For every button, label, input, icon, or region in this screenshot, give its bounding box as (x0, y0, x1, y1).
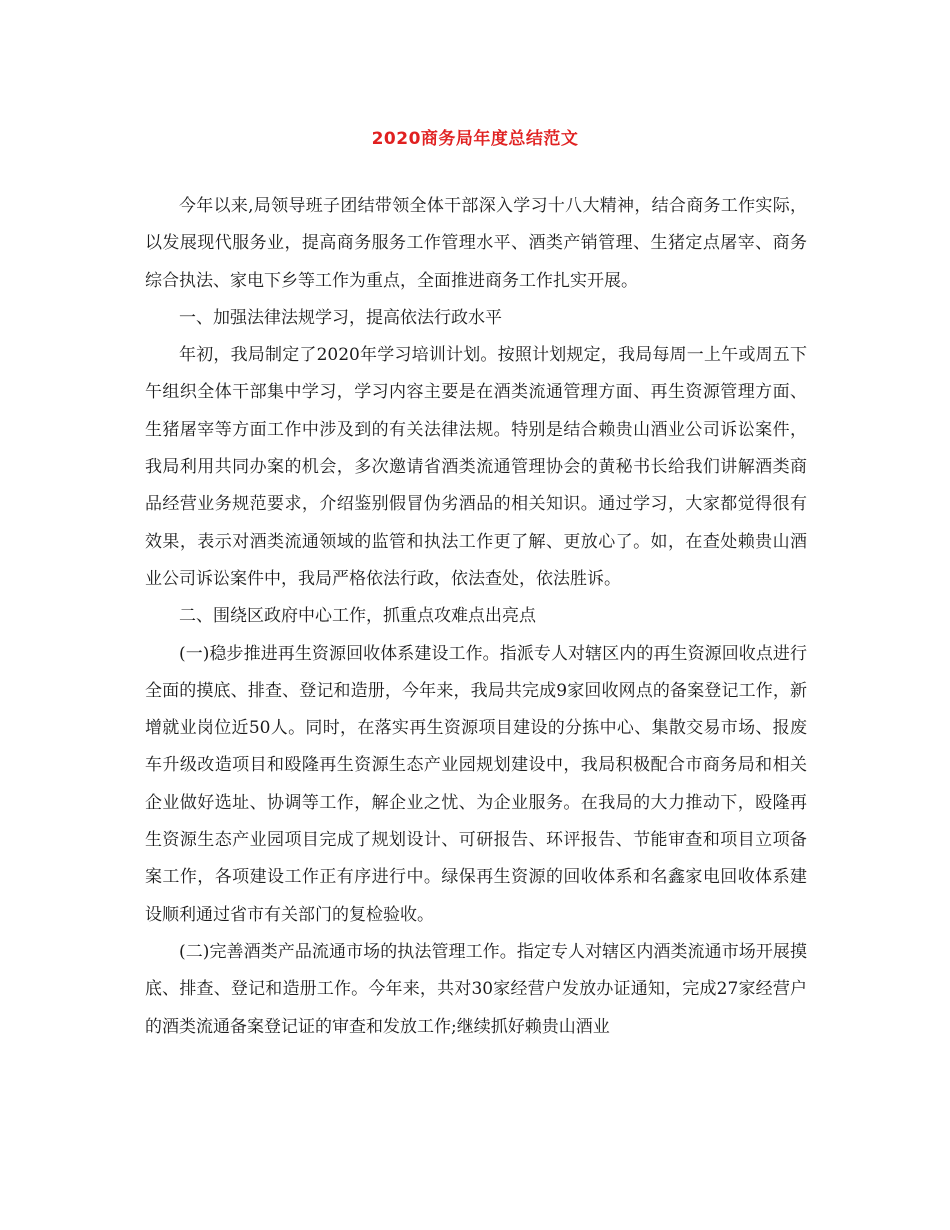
subsection-1-paragraph: (一)稳步推进再生资源回收体系建设工作。指派专人对辖区内的再生资源回收点进行全面的摸底、排查、登记和造册，今年来，我局共完成9家回收网点的备案登记工作，新增就业岗位近50人。同时，在落实再生资源项目建设的分拣中心、集散交易市场、报废车升级改造项目和殴隆再生资源生态产业园规划建设中，我局积极配合市商务局和相关企业做好选址、协调等工作，解企业之忧、为企业服务。在我局的大力推动下，殴隆再生资源生态产业园项目完成了规划设计、可研报告、环评报告、节能审查和项目立项备案工作，各项建设工作正有序进行中。绿保再生资源的回收体系和名鑫家电回收体系建设顺利通过省市有关部门的复检验收。 (145, 643, 807, 925)
document-body (145, 188, 807, 1046)
section-heading-1: 一、加强法律法规学习，提高依法行政水平 (179, 307, 502, 328)
intro-paragraph: 今年以来,局领导班子团结带领全体干部深入学习十八大精神，结合商务工作实际，以发展现代服务业，提高商务服务工作管理水平、酒类产销管理、生猪定点屠宰、商务综合执法、家电下乡等工作为重点，全面推进商务工作扎实开展。 (145, 196, 807, 291)
section-1-paragraph: 年初，我局制定了2020年学习培训计划。按照计划规定，我局每周一上午或周五下午组织全体干部集中学习，学习内容主要是在酒类流通管理方面、再生资源管理方面、生猪屠宰等方面工作中涉及到的有关法律法规。特别是结合赖贵山酒业公司诉讼案件，我局利用共同办案的机会，多次邀请省酒类流通管理协会的黄秘书长给我们讲解酒类商品经营业务规范要求，介绍鉴别假冒伪劣酒品的相关知识。通过学习，大家都觉得很有效果，表示对酒类流通领域的监管和执法工作更了解、更放心了。如，在查处赖贵山酒业公司诉讼案件中，我局严格依法行政，依法查处，依法胜诉。 (145, 345, 807, 589)
document-title: 2020商务局年度总结范文 (371, 129, 579, 149)
section-heading-2: 二、围绕区政府中心工作，抓重点攻难点出亮点 (179, 606, 536, 627)
subsection-2-paragraph: (二)完善酒类产品流通市场的执法管理工作。指定专人对辖区内酒类流通市场开展摸底、排查、登记和造册工作。今年来，共对30家经营户发放办证通知，完成27家经营户的酒类流通备案登记证的审查和发放工作;继续抓好赖贵山酒业 (145, 941, 807, 1037)
